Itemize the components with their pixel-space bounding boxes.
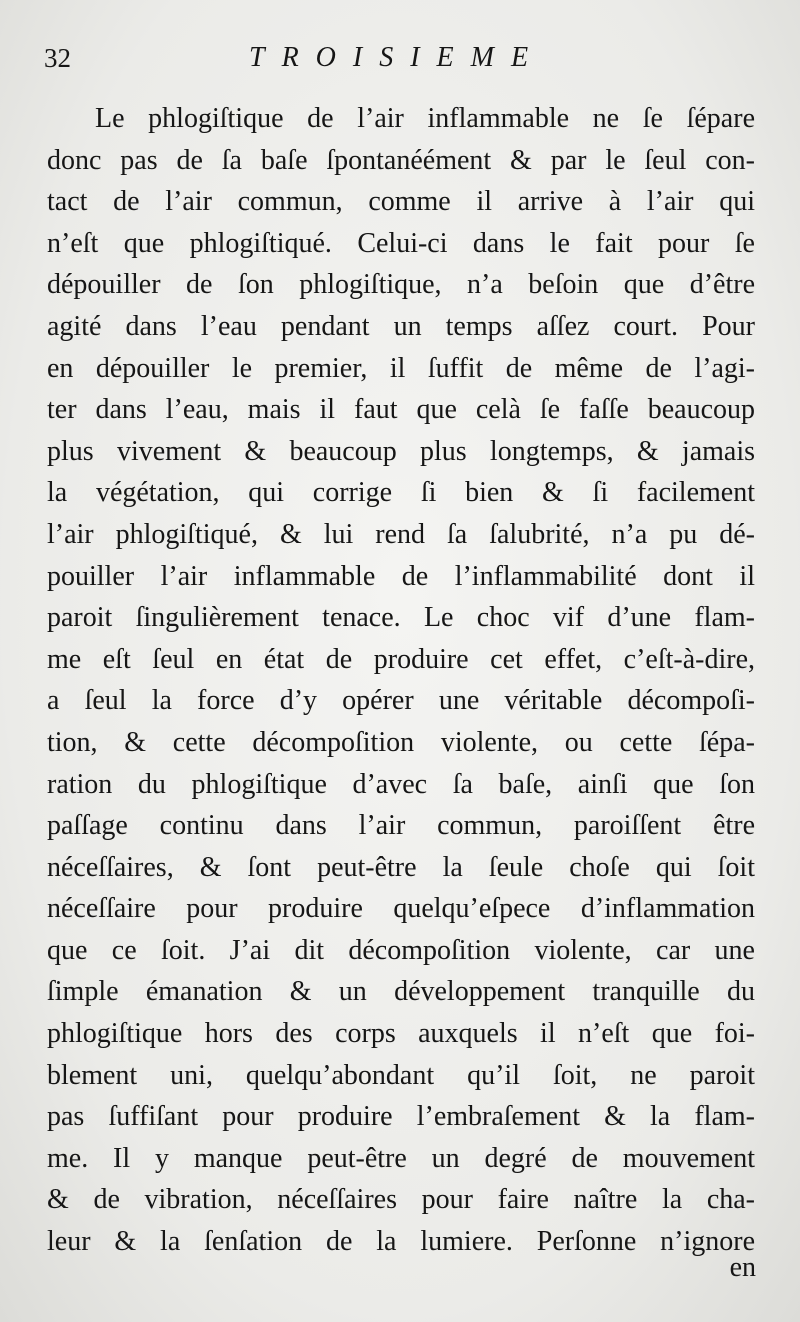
- text-line: néceſſaire pour produire quelqu’eſpece d’inflammation: [47, 893, 755, 925]
- text-line: me eſt ſeul en état de produire cet effet, c’eſt-à-dire,: [47, 643, 755, 675]
- text-line: l’air phlogiſtiqué, & lui rend ſa ſalubrité, n’a pu dé-: [47, 518, 755, 550]
- text-line: que ce ſoit. J’ai dit décompoſition violente, car une: [47, 934, 755, 966]
- text-line: en dépouiller le premier, il ſuffit de même de l’agi-: [47, 352, 755, 384]
- text-line: néceſſaires, & ſont peut-être la ſeule choſe qui ſoit: [47, 851, 755, 883]
- text-line: ter dans l’eau, mais il faut que celà ſe faſſe beaucoup: [47, 394, 755, 426]
- text-line: leur & la ſenſation de la lumiere. Perſonne n’ignore: [47, 1226, 755, 1258]
- page-number: 32: [44, 43, 71, 73]
- text-line: ſimple émanation & un développement tranquille du: [47, 976, 755, 1008]
- text-line: pouiller l’air inflammable de l’inflammabilité dont il: [47, 560, 755, 592]
- text-line: & de vibration, néceſſaires pour faire naître la cha-: [47, 1184, 755, 1216]
- text-line: Le phlogiſtique de l’air inflammable ne ſe ſépare: [95, 103, 755, 134]
- catchword: en: [729, 1252, 756, 1283]
- text-line: me. Il y manque peut-être un degré de mouvement: [47, 1142, 755, 1174]
- text-line: plus vivement & beaucoup plus longtemps, & jamais: [47, 435, 755, 467]
- text-line: paroit ſingulièrement tenace. Le choc vif d’une flam-: [47, 602, 755, 634]
- text-line: ration du phlogiſtique d’avec ſa baſe, ainſi que ſon: [47, 768, 755, 800]
- text-line: tact de l’air commun, comme il arrive à l’air qui: [47, 186, 755, 218]
- text-line: agité dans l’eau pendant un temps aſſez court. Pour: [47, 310, 755, 342]
- text-line: blement uni, quelqu’abondant qu’il ſoit, ne paroit: [47, 1059, 755, 1091]
- text-line: a ſeul la force d’y opérer une véritable décompoſi-: [47, 685, 755, 717]
- text-line: dépouiller de ſon phlogiſtique, n’a beſoin que d’être: [47, 269, 755, 301]
- body-text: [47, 98, 755, 1263]
- text-line: pas ſuffiſant pour produire l’embraſement & la flam-: [47, 1101, 755, 1133]
- page-header: [44, 40, 760, 80]
- text-line: phlogiſtique hors des corps auxquels il n’eſt que foi-: [47, 1018, 755, 1050]
- text-line: tion, & cette décompoſition violente, ou cette ſépa-: [47, 726, 755, 758]
- text-line: paſſage continu dans l’air commun, paroiſſent être: [47, 810, 755, 842]
- text-line: n’eſt que phlogiſtiqué. Celui-ci dans le fait pour ſe: [47, 227, 755, 259]
- text-line: donc pas de ſa baſe ſpontanéément & par le ſeul con-: [47, 144, 755, 176]
- running-title: TROISIEME: [249, 42, 546, 73]
- text-line: la végétation, qui corrige ſi bien & ſi facilement: [47, 477, 755, 509]
